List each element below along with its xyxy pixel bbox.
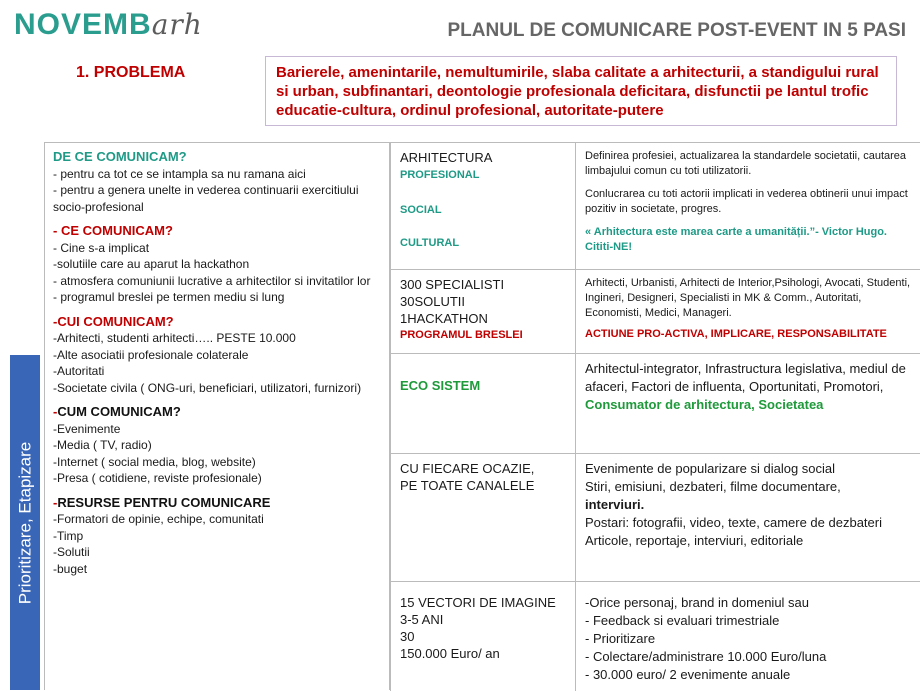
row4-item: CU FIECARE OCAZIE,: [400, 461, 535, 476]
section-why: [53, 149, 381, 215]
row5-item: 15 VECTORI DE IMAGINE: [400, 595, 556, 610]
who-heading: CUI COMUNICAM?: [57, 313, 174, 329]
logo: [14, 8, 203, 42]
row5-line: -Orice personaj, brand in domeniul sau: [585, 595, 810, 610]
row2-col2: [575, 270, 920, 354]
what-line: -solutiile care au aparut la hackathon: [53, 257, 250, 271]
row1-quote: « Arhitectura este marea carte a umanității.”- Victor Hugo. Cititi-NE!: [585, 226, 887, 253]
row2-item: 300 SPECIALISTI: [400, 277, 505, 292]
table-row: [390, 453, 920, 582]
table-row: [390, 142, 920, 270]
row1-item: SOCIAL: [400, 204, 442, 216]
what-line: - atmosfera comuniunii lucrative a arhitectilor si invitatilor lor: [53, 273, 371, 288]
left-panel: [44, 142, 390, 690]
row5-col2: [575, 582, 920, 691]
how-line: -Media ( TV, radio): [53, 438, 152, 452]
row1-text: Conlucrarea cu toti actorii implicati in vederea obtinerii unui impact pozitiv in societate, progres.: [585, 188, 908, 215]
row2-text: Arhitecti, Urbanisti, Arhitecti de Interior,Psihologi, Avocati, Studenti, Ingineri, Designeri, Specialisti in MK & Comm., Autoritati, Economisti, Medici, Manageri.: [585, 277, 911, 319]
how-line: -Internet ( social media, blog, website): [53, 454, 256, 469]
row4-item: PE TOATE CANALELE: [400, 478, 535, 493]
section-how: [53, 404, 381, 487]
who-line: -Arhitecti, studenti arhitecti….. PESTE 10.000: [53, 331, 296, 345]
section-who: [53, 314, 381, 397]
what-heading: CE COMUNICAM?: [60, 223, 173, 238]
who-line: -Alte asociatii profesionale colaterale: [53, 347, 249, 362]
row3-heading: ECO SISTEM: [400, 378, 481, 393]
logo-part1: NOVEMB: [14, 8, 152, 41]
row2-emphasis: ACTIUNE PRO-ACTIVA, IMPLICARE, RESPONSABILITATE: [585, 328, 887, 340]
why-line: - pentru a genera unelte in vederea continuarii exercitiului socio-profesional: [53, 183, 359, 214]
why-heading: DE CE COMUNICAM?: [53, 149, 187, 164]
resources-line: -Timp: [53, 528, 84, 543]
row4-col2: [575, 454, 920, 582]
row1-col2: [575, 143, 920, 270]
row5-line: - Feedback si evaluari trimestriale: [585, 613, 780, 628]
row4-line: Stiri, emisiuni, dezbateri, filme documentare,: [585, 479, 841, 494]
what-line: - Cine s-a implicat: [53, 240, 150, 255]
what-line: - programul breslei pe termen mediu si lung: [53, 290, 285, 304]
resources-line: -Formatori de opinie, echipe, comunitati: [53, 512, 264, 526]
how-dash: -: [53, 404, 58, 419]
row4-line: Evenimente de popularizare si dialog social: [585, 461, 836, 476]
table-row: [390, 269, 920, 354]
row1-heading: ARHITECTURA: [400, 150, 493, 165]
who-dash: -: [53, 313, 58, 329]
row3-col1: [390, 354, 575, 454]
sidebar-bar: [10, 355, 40, 690]
problem-label: 1. PROBLEMA: [76, 64, 186, 81]
resources-heading: RESURSE PENTRU COMUNICARE: [57, 494, 271, 510]
content-grid: [390, 142, 920, 690]
row2-item: PROGRAMUL BRESLEI: [400, 329, 523, 341]
row1-item: PROFESIONAL: [400, 169, 480, 181]
table-row: [390, 581, 920, 691]
row4-line: Articole, reportaje, interviuri, editoriale: [585, 533, 804, 548]
row1-text: Definirea profesiei, actualizarea la standardele societatii, cautarea limbajului comun cu toti utilizatorii.: [585, 150, 907, 177]
problem-box: Barierele, amenintarile, nemultumirile, slaba calitate a arhitecturii, a standigului rural si urban, subfinantari, deontologie profesionala deficitara, disfunctii pe lantul trofic educatie-cultura, ordinul profesional, autoritate-putere: [265, 56, 897, 126]
row5-col1: [390, 582, 575, 691]
row4-line: interviuri.: [585, 497, 645, 512]
row5-line: - Colectare/administrare 10.000 Euro/luna: [585, 649, 827, 664]
how-heading: CUM COMUNICAM?: [57, 404, 181, 419]
sidebar-label: Prioritizare, Etapizare: [15, 441, 35, 604]
row2-col1: [390, 270, 575, 354]
resources-line: -buget: [53, 561, 88, 576]
who-line: -Societate civila ( ONG-uri, beneficiari, utilizatori, furnizori): [53, 380, 362, 395]
row5-line: - 30.000 euro/ 2 evenimente anuale: [585, 667, 791, 682]
page-title: PLANUL DE COMUNICARE POST-EVENT IN 5 PASI: [447, 20, 906, 41]
resources-line: -Solutii: [53, 545, 90, 559]
logo-part2: arh: [151, 8, 203, 41]
row1-col1: [390, 143, 575, 270]
row5-item: 3-5 ANI: [400, 612, 444, 627]
table-row: [390, 353, 920, 454]
row2-item: 1HACKATHON: [400, 311, 488, 326]
why-line: - pentru ca tot ce se intampla sa nu ramana aici: [53, 166, 306, 181]
row3-col2: [575, 354, 920, 454]
row3-green: Consumator de arhitectura, Societatea: [585, 397, 824, 412]
row3-text: Arhitectul-integrator, Infrastructura legislativa, mediul de afaceri, Factori de influenta, Oportunitati, Promotori,: [585, 361, 906, 394]
row5-item: 150.000 Euro/ an: [400, 646, 500, 661]
section-resources: [53, 495, 381, 578]
row4-line: Postari: fotografii, video, texte, camere de dezbateri: [585, 515, 882, 530]
section-what: [53, 223, 381, 306]
how-line: -Evenimente: [53, 421, 121, 436]
row4-col1: [390, 454, 575, 582]
row1-item: CULTURAL: [400, 237, 460, 249]
how-line: -Presa ( cotidiene, reviste profesionale): [53, 471, 262, 485]
row5-item: 30: [400, 629, 415, 644]
row5-line: - Prioritizare: [585, 631, 656, 646]
what-dash: -: [53, 223, 61, 238]
resources-dash: -: [53, 494, 58, 510]
who-line: -Autoritati: [53, 364, 105, 378]
row2-item: 30SOLUTII: [400, 294, 466, 309]
